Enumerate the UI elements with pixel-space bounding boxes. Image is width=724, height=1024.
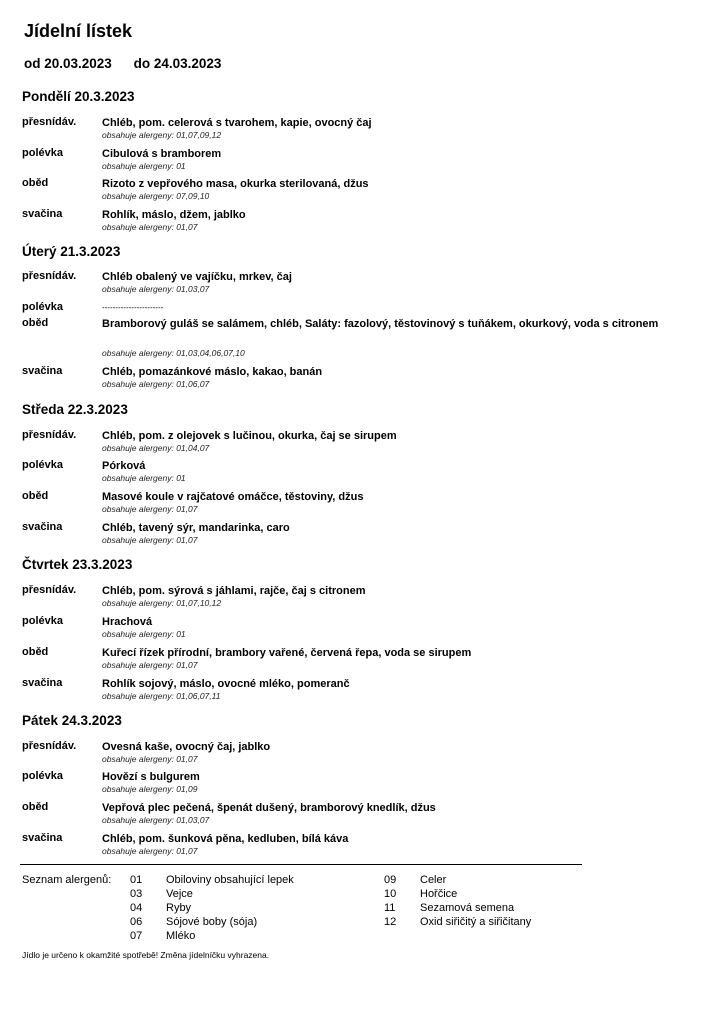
meal-label: polévka bbox=[22, 147, 63, 159]
meal-allergens: obsahuje alergeny: 01,03,07 bbox=[102, 284, 210, 294]
allergen-name: Oxid siřičitý a siřičitany bbox=[420, 916, 532, 928]
meal-allergens: obsahuje alergeny: 01,06,07 bbox=[102, 379, 210, 389]
meal-name: Rohlík sojový, máslo, ovocné mléko, pomeranč bbox=[102, 678, 350, 690]
day-title: Úterý 21.3.2023 bbox=[22, 244, 121, 259]
meal-name: Cibulová s bramborem bbox=[102, 148, 222, 160]
meal-label: svačina bbox=[22, 677, 63, 689]
meal-name: Hovězí s bulgurem bbox=[102, 771, 200, 783]
meal-name: ----------------------- bbox=[102, 303, 164, 312]
meal-name: Bramborový guláš se salámem, chléb, Saláty: fazolový, těstovinový s tuňákem, okurkový, voda s citronem bbox=[102, 318, 659, 330]
meal-label: svačina bbox=[22, 208, 63, 220]
meal-label: polévka bbox=[22, 459, 63, 471]
day-title: Pondělí 20.3.2023 bbox=[22, 89, 135, 104]
meal-name: Vepřová plec pečená, špenát dušený, bramborový knedlík, džus bbox=[102, 802, 436, 814]
allergen-name: Sezamová semena bbox=[420, 902, 515, 914]
date-from: od 20.03.2023 bbox=[24, 56, 112, 71]
meal-label: polévka bbox=[22, 770, 63, 782]
meal-label: přesnídáv. bbox=[22, 584, 77, 596]
allergen-code: 12 bbox=[384, 916, 397, 928]
allergen-legend-item bbox=[130, 901, 191, 915]
allergen-code: 10 bbox=[384, 888, 397, 900]
meal-name: Rohlík, máslo, džem, jablko bbox=[102, 209, 246, 221]
meal-allergens: obsahuje alergeny: 01,03,07 bbox=[102, 815, 210, 825]
allergen-name: Celer bbox=[420, 874, 447, 886]
meal-allergens: obsahuje alergeny: 01,07,10,12 bbox=[102, 598, 222, 608]
meal-allergens: obsahuje alergeny: 01,06,07,11 bbox=[102, 691, 221, 701]
meal-name: Chléb, pom. sýrová s jáhlami, rajče, čaj s citronem bbox=[102, 585, 366, 597]
allergen-legend-item bbox=[130, 915, 257, 929]
meal-allergens: obsahuje alergeny: 01,07,09,12 bbox=[102, 130, 222, 140]
meal-name: Rizoto z vepřového masa, okurka sterilovaná, džus bbox=[102, 178, 369, 190]
meal-allergens: obsahuje alergeny: 01,07 bbox=[102, 504, 198, 514]
meal-label: přesnídáv. bbox=[22, 429, 77, 441]
meal-allergens: obsahuje alergeny: 01,07 bbox=[102, 535, 198, 545]
allergen-legend-item bbox=[130, 873, 294, 887]
allergen-legend-item bbox=[130, 887, 193, 901]
meal-label: svačina bbox=[22, 365, 63, 377]
meal-label: polévka bbox=[22, 301, 63, 313]
meal-name: Hrachová bbox=[102, 616, 153, 628]
meal-name: Chléb, pom. z olejovek s lučinou, okurka, čaj se sirupem bbox=[102, 430, 397, 442]
allergen-code: 01 bbox=[130, 874, 143, 886]
meal-allergens: obsahuje alergeny: 01 bbox=[102, 161, 186, 171]
day-title: Středa 22.3.2023 bbox=[22, 402, 128, 417]
allergen-name: Obiloviny obsahující lepek bbox=[166, 874, 294, 886]
allergen-name: Hořčice bbox=[420, 888, 458, 900]
meal-allergens: obsahuje alergeny: 01,03,04,06,07,10 bbox=[102, 348, 245, 358]
allergen-name: Vejce bbox=[166, 888, 193, 900]
meal-allergens: obsahuje alergeny: 01,07 bbox=[102, 660, 198, 670]
allergen-legend-item bbox=[384, 901, 514, 915]
meal-allergens: obsahuje alergeny: 01 bbox=[102, 629, 186, 639]
meal-label: oběd bbox=[22, 317, 49, 329]
allergen-name: Mléko bbox=[166, 930, 196, 942]
allergen-legend-item bbox=[130, 929, 195, 943]
meal-label: oběd bbox=[22, 801, 49, 813]
meal-allergens: obsahuje alergeny: 01,07 bbox=[102, 846, 198, 856]
meal-allergens: obsahuje alergeny: 01,04,07 bbox=[102, 443, 210, 453]
meal-name: Ovesná kaše, ovocný čaj, jablko bbox=[102, 741, 271, 753]
meal-label: přesnídáv. bbox=[22, 740, 77, 752]
meal-label: svačina bbox=[22, 832, 63, 844]
meal-name: Chléb, tavený sýr, mandarinka, caro bbox=[102, 522, 290, 534]
meal-allergens: obsahuje alergeny: 01 bbox=[102, 473, 186, 483]
meal-name: Pórková bbox=[102, 460, 146, 472]
meal-label: svačina bbox=[22, 521, 63, 533]
day-title: Čtvrtek 23.3.2023 bbox=[22, 557, 133, 572]
meal-label: oběd bbox=[22, 490, 49, 502]
divider bbox=[20, 864, 582, 865]
allergen-legend-item bbox=[384, 915, 531, 929]
footer-note: Jídlo je určeno k okamžité spotřebě! Změna jídelníčku vyhrazena. bbox=[22, 950, 270, 960]
allergen-code: 03 bbox=[130, 888, 143, 900]
meal-name: Chléb, pom. šunková pěna, kedluben, bílá káva bbox=[102, 833, 349, 845]
date-range bbox=[24, 56, 221, 71]
day-title: Pátek 24.3.2023 bbox=[22, 713, 122, 728]
allergen-name: Sójové boby (sója) bbox=[166, 916, 258, 928]
date-to: do 24.03.2023 bbox=[133, 56, 222, 71]
allergen-legend-item bbox=[384, 873, 446, 887]
meal-label: přesnídáv. bbox=[22, 270, 77, 282]
allergen-code: 04 bbox=[130, 902, 143, 914]
allergen-code: 09 bbox=[384, 874, 397, 886]
meal-allergens: obsahuje alergeny: 01,09 bbox=[102, 784, 198, 794]
allergen-name: Ryby bbox=[166, 902, 192, 914]
meal-name: Kuřecí řízek přírodní, brambory vařené, červená řepa, voda se sirupem bbox=[102, 647, 472, 659]
page-title: Jídelní lístek bbox=[24, 21, 133, 41]
allergen-code: 07 bbox=[130, 930, 143, 942]
allergen-legend-label: Seznam alergenů: bbox=[22, 874, 112, 886]
meal-label: oběd bbox=[22, 177, 49, 189]
meal-allergens: obsahuje alergeny: 01,07 bbox=[102, 754, 198, 764]
meal-name: Chléb, pom. celerová s tvarohem, kapie, ovocný čaj bbox=[102, 117, 372, 129]
meal-label: oběd bbox=[22, 646, 49, 658]
allergen-code: 11 bbox=[384, 902, 396, 914]
meal-label: polévka bbox=[22, 615, 63, 627]
meal-allergens: obsahuje alergeny: 07,09,10 bbox=[102, 191, 210, 201]
meal-name: Chléb obalený ve vajíčku, mrkev, čaj bbox=[102, 271, 292, 283]
meal-allergens: obsahuje alergeny: 01,07 bbox=[102, 222, 198, 232]
allergen-legend-item bbox=[384, 887, 457, 901]
allergen-code: 06 bbox=[130, 916, 143, 928]
meal-label: přesnídáv. bbox=[22, 116, 77, 128]
meal-name: Masové koule v rajčatové omáčce, těstoviny, džus bbox=[102, 491, 364, 503]
meal-name: Chléb, pomazánkové máslo, kakao, banán bbox=[102, 366, 323, 378]
